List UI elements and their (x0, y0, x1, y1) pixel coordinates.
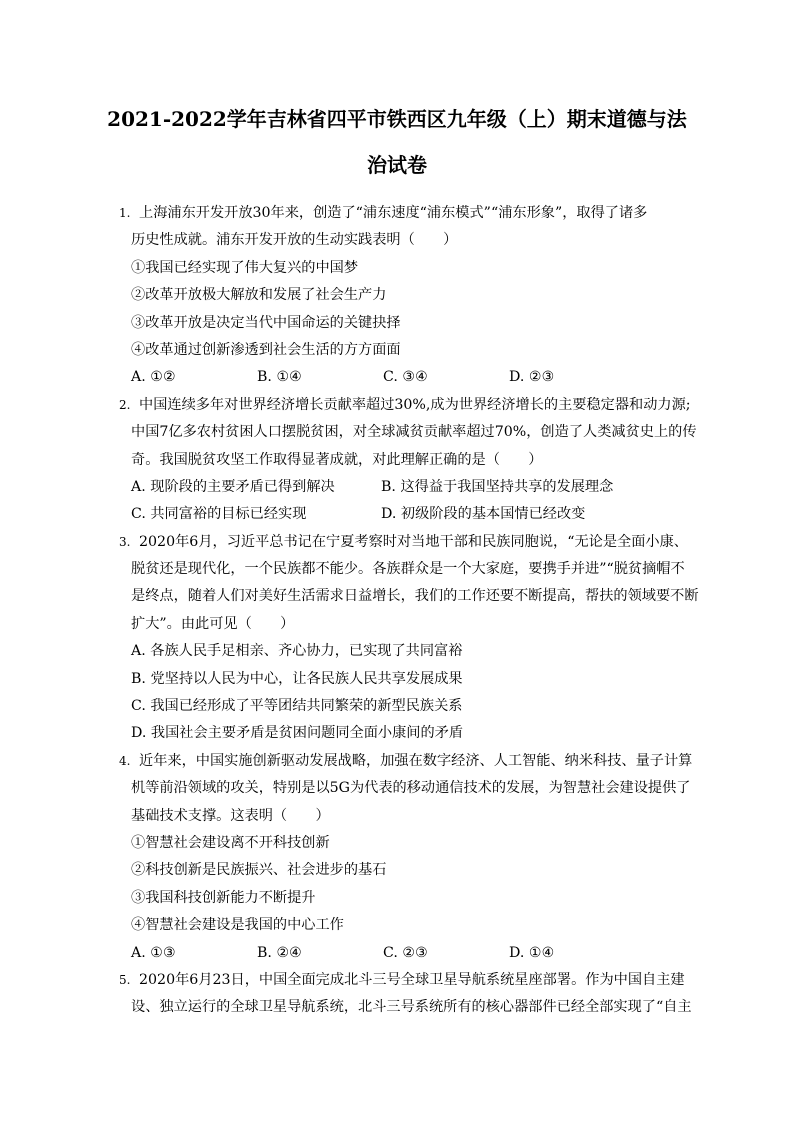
answer-options (131, 501, 703, 528)
option-a[interactable]: A. 各族人民手足相亲、齐心协力，已实现了共同富裕 (131, 643, 463, 660)
option-a[interactable]: A. 现阶段的主要矛盾已得到解决 (131, 478, 335, 495)
option-b[interactable]: B. 这得益于我国坚持共享的发展理念 (381, 478, 614, 495)
question-stem-line: 5. 2020年6月23日，中国全面完成北斗三号全球卫星导航系统星座部署。作为中国自主建 (131, 967, 703, 994)
answer-options (131, 940, 703, 967)
statement: ③我国科技创新能力不断提升 (131, 889, 316, 906)
question-stem-line: 中国7亿多农村贫困人口摆脱贫困，对全球减贫贡献率超过70%，创造了人类减贫史上的传 (131, 424, 697, 441)
question-number: 3. (119, 534, 131, 549)
question-1 (119, 200, 703, 392)
question-number: 5. (119, 972, 131, 987)
question-stem-line: 4. 近年来，中国实施创新驱动发展战略，加强在数字经济、人工智能、纳米科技、量子计算 (131, 748, 703, 775)
question-stem-line: 是终点，随着人们对美好生活需求日益增长，我们的工作还要不断提高，帮扶的领域要不断 (131, 588, 699, 605)
option-c[interactable]: C. ③④ (383, 369, 428, 386)
question-stem-line: 2. 中国连续多年对世界经济增长贡献率超过30%,成为世界经济增长的主要稳定器和动力源; (131, 392, 703, 419)
exam-title-line-1: 2021-2022学年吉林省四平市铁西区九年级（上）期末道德与法 (107, 107, 687, 131)
option-d[interactable]: D. 初级阶段的基本国情已经改变 (381, 506, 586, 523)
question-5 (119, 967, 703, 1022)
question-stem-line: 脱贫还是现代化，一个民族都不能少。各族群众是一个大家庭，要携手并进”“脱贫摘帽不 (131, 561, 685, 578)
question-3 (119, 529, 703, 748)
statement: ①我国已经实现了伟大复兴的中国梦 (131, 259, 359, 276)
statement: ①智慧社会建设离不开科技创新 (131, 834, 330, 851)
question-2 (119, 392, 703, 529)
question-stem-line: 扩大”。由此可见（ ） (131, 615, 295, 632)
question-stem-line: 奇。我国脱贫攻坚工作取得显著成就，对此理解正确的是（ ） (131, 451, 543, 468)
question-stem-line: 机等前沿领域的攻关，特别是以5G为代表的移动通信技术的发展，为智慧社会建设提供了 (131, 780, 691, 797)
statement: ②科技创新是民族振兴、社会进步的基石 (131, 862, 387, 879)
exam-title-line-2: 治试卷 (367, 153, 427, 177)
statement: ④改革通过创新渗透到社会生活的方方面面 (131, 341, 401, 358)
exam-title (80, 96, 714, 188)
option-b[interactable]: B. 党坚持以人民为中心，让各民族人民共享发展成果 (131, 670, 463, 687)
statement: ②改革开放极大解放和发展了社会生产力 (131, 287, 387, 304)
question-number: 2. (119, 397, 131, 412)
question-stem-line: 设、独立运行的全球卫星导航系统，北斗三号系统所有的核心器部件已经全部实现了“自主 (131, 999, 692, 1016)
question-stem-line: 基础技术支撑。这表明（ ） (131, 807, 330, 824)
option-a[interactable]: A. ①③ (131, 944, 176, 961)
question-stem-line: 1. 上海浦东开发开放30年来，创造了“浦东速度“浦东模式”“浦东形象”，取得了诸多 (131, 200, 703, 227)
statement: ③改革开放是决定当代中国命运的关键抉择 (131, 314, 401, 331)
answer-options (131, 364, 703, 391)
question-stem-line: 历史性成就。浦东开发开放的生动实践表明（ ） (131, 232, 458, 249)
option-b[interactable]: B. ①④ (257, 369, 302, 386)
question-number: 4. (119, 753, 131, 768)
option-a[interactable]: A. ①② (131, 369, 176, 386)
statement: ④智慧社会建设是我国的中心工作 (131, 917, 344, 934)
option-c[interactable]: C. 我国已经形成了平等团结共同繁荣的新型民族关系 (131, 698, 463, 715)
option-d[interactable]: D. ②③ (509, 369, 555, 386)
question-number: 1. (119, 206, 131, 220)
question-stem-line: 3. 2020年6月，习近平总书记在宁夏考察时对当地干部和民族同胞说，“无论是全面小康、 (131, 529, 703, 556)
question-4 (119, 748, 703, 967)
option-b[interactable]: B. ②④ (257, 944, 302, 961)
answer-options (131, 474, 703, 501)
option-d[interactable]: D. ①④ (509, 944, 555, 961)
question-list (119, 200, 703, 1022)
option-c[interactable]: C. 共同富裕的目标已经实现 (131, 506, 307, 523)
option-c[interactable]: C. ②③ (383, 944, 428, 961)
option-d[interactable]: D. 我国社会主要矛盾是贫困问题同全面小康间的矛盾 (131, 725, 464, 742)
